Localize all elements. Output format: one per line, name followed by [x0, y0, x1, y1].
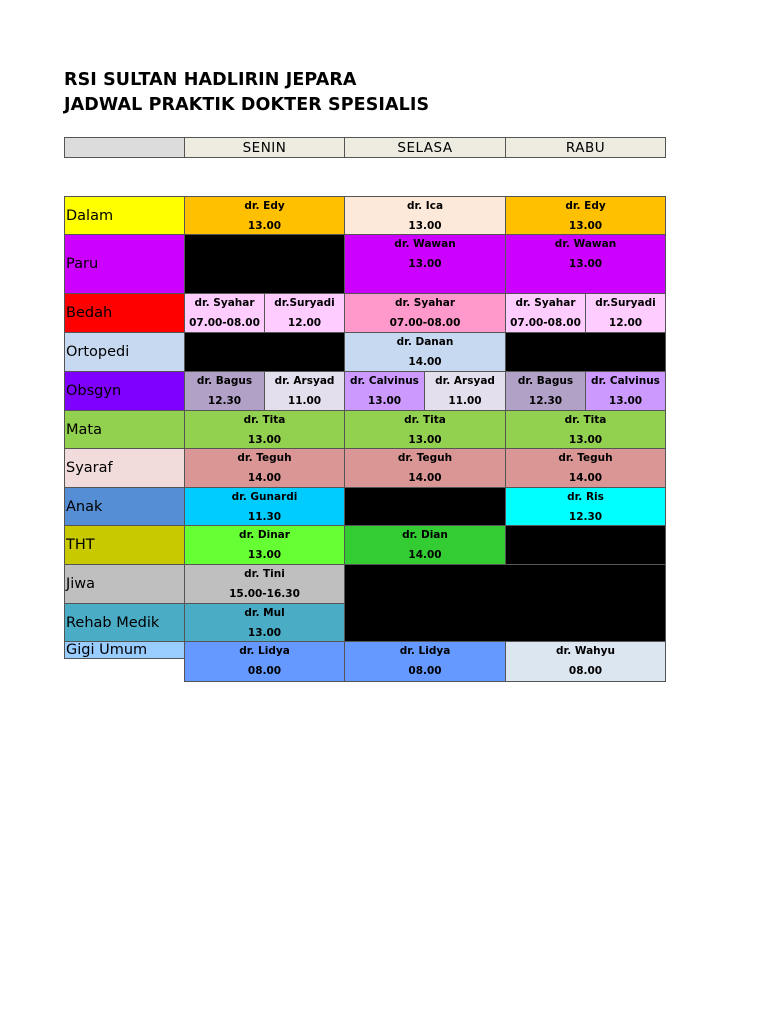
- department-name: Dalam: [66, 207, 114, 224]
- doctor-name: dr. Teguh: [558, 452, 613, 464]
- practice-time: 08.00: [247, 664, 282, 677]
- practice-time: 15.00-16.30: [229, 587, 300, 600]
- schedule-slot: [184, 448, 345, 488]
- department-name: Anak: [66, 498, 103, 515]
- no-schedule-block: [184, 332, 345, 372]
- schedule-slot: [264, 293, 345, 333]
- doctor-name: dr.Suryadi: [274, 297, 335, 309]
- doctor-name: dr. Bagus: [517, 375, 574, 387]
- no-schedule-block: [505, 332, 666, 372]
- doctor-name: dr. Wahyu: [556, 645, 615, 657]
- schedule-slot: [344, 525, 506, 565]
- schedule-slot: [184, 525, 345, 565]
- practice-time: 13.00: [408, 257, 442, 270]
- department-name: Syaraf: [66, 460, 113, 476]
- doctor-name: dr. Tita: [243, 414, 286, 426]
- doctor-name: dr. Ris: [567, 491, 604, 503]
- schedule-slot: [184, 293, 265, 333]
- department-label: [64, 525, 185, 565]
- schedule-slot: [344, 448, 506, 488]
- doctor-name: dr. Arsyad: [435, 375, 495, 387]
- doctor-name: dr. Dian: [402, 529, 448, 541]
- department-label: [64, 332, 185, 372]
- practice-time: 07.00-08.00: [189, 316, 260, 329]
- no-schedule-block: [344, 487, 506, 526]
- practice-time: 13.00: [408, 433, 442, 446]
- schedule-slot: [184, 603, 345, 642]
- doctor-name: dr. Dinar: [239, 529, 290, 541]
- day-header-selasa: [344, 137, 506, 158]
- schedule-slot: [505, 234, 666, 294]
- schedule-slot: [344, 332, 506, 372]
- schedule-slot: [184, 641, 345, 682]
- practice-time: 07.00-08.00: [389, 316, 461, 329]
- doctor-name: dr. Syahar: [194, 297, 255, 309]
- department-label: [64, 410, 185, 449]
- department-label: [64, 564, 185, 604]
- department-label: [64, 196, 185, 235]
- practice-time: 14.00: [408, 471, 442, 484]
- practice-time: 13.00: [247, 433, 282, 446]
- schedule-slot: [344, 293, 506, 333]
- practice-time: 13.00: [568, 219, 603, 232]
- schedule-slot: [505, 641, 666, 682]
- department-name: Ortopedi: [66, 344, 130, 360]
- schedule-slot: [424, 371, 506, 411]
- department-name: Jiwa: [66, 576, 96, 592]
- schedule-slot: [184, 487, 345, 526]
- schedule-slot: [344, 410, 506, 449]
- practice-time: 13.00: [608, 394, 643, 407]
- doctor-name: dr. Tita: [404, 414, 446, 426]
- department-name: Obsgyn: [66, 383, 122, 399]
- department-label: [64, 603, 185, 642]
- doctor-name: dr. Calvinus: [591, 375, 660, 387]
- practice-time: 13.00: [568, 257, 603, 270]
- day-label: SELASA: [397, 139, 453, 156]
- department-name: Paru: [66, 256, 99, 272]
- practice-time: 13.00: [367, 394, 402, 407]
- doctor-name: dr. Syahar: [394, 297, 456, 309]
- no-schedule-block: [344, 564, 666, 642]
- schedule-slot: [505, 487, 666, 526]
- doctor-name: dr. Syahar: [515, 297, 576, 309]
- doctor-name: dr. Edy: [244, 200, 285, 212]
- practice-time: 13.00: [568, 433, 603, 446]
- schedule-title: JADWAL PRAKTIK DOKTER SPESIALIS: [64, 95, 430, 115]
- department-name: Gigi Umum: [66, 642, 148, 658]
- doctor-name: dr. Bagus: [196, 375, 253, 387]
- schedule-slot: [505, 448, 666, 488]
- practice-time: 12.30: [568, 510, 603, 523]
- practice-time: 11.30: [247, 510, 282, 523]
- practice-time: 08.00: [568, 664, 603, 677]
- no-schedule-block: [505, 525, 666, 565]
- department-name: Mata: [66, 421, 102, 438]
- department-name: Rehab Medik: [66, 614, 160, 631]
- practice-time: 14.00: [408, 548, 442, 561]
- doctor-name: dr. Calvinus: [350, 375, 419, 387]
- department-name: Bedah: [66, 305, 113, 321]
- practice-time: 07.00-08.00: [510, 316, 581, 329]
- schedule-slot: [505, 196, 666, 235]
- schedule-slot: [344, 196, 506, 235]
- doctor-name: dr. Arsyad: [274, 375, 335, 387]
- schedule-slot: [184, 564, 345, 604]
- practice-time: 13.00: [408, 219, 442, 232]
- schedule-slot: [184, 371, 265, 411]
- doctor-name: dr. Edy: [565, 200, 606, 212]
- practice-time: 14.00: [247, 471, 282, 484]
- corner-header: [64, 137, 185, 158]
- practice-time: 11.00: [287, 394, 322, 407]
- doctor-name: dr. Teguh: [397, 452, 453, 464]
- day-label: RABU: [565, 139, 606, 156]
- practice-time: 12.30: [207, 394, 242, 407]
- schedule-slot: [184, 196, 345, 235]
- doctor-name: dr. Lidya: [399, 645, 451, 657]
- doctor-name: dr. Tita: [564, 414, 607, 426]
- schedule-slot: [344, 641, 506, 682]
- doctor-name: dr. Tini: [244, 568, 285, 580]
- practice-time: 12.00: [287, 316, 322, 329]
- schedule-slot: [505, 410, 666, 449]
- schedule-slot: [184, 410, 345, 449]
- department-name: THT: [66, 537, 95, 553]
- hospital-name: RSI SULTAN HADLIRIN JEPARA: [64, 70, 357, 90]
- practice-time: 11.00: [448, 394, 482, 407]
- doctor-name: dr. Danan: [396, 336, 454, 348]
- schedule-slot: [344, 371, 425, 411]
- practice-time: 13.00: [247, 548, 282, 561]
- practice-time: 12.00: [608, 316, 643, 329]
- doctor-name: dr. Gunardi: [231, 491, 298, 503]
- no-schedule-block: [184, 234, 345, 294]
- doctor-name: dr. Wawan: [554, 238, 617, 250]
- schedule-slot: [585, 293, 666, 333]
- doctor-name: dr. Wawan: [394, 238, 456, 250]
- practice-time: 12.30: [528, 394, 563, 407]
- practice-time: 14.00: [408, 355, 442, 368]
- schedule-slot: [585, 371, 666, 411]
- day-header-senin: [184, 137, 345, 158]
- practice-time: 13.00: [247, 626, 282, 639]
- schedule-slot: [344, 234, 506, 294]
- department-label: [64, 234, 185, 294]
- department-label: [64, 487, 185, 526]
- department-label: [64, 293, 185, 333]
- department-label: [64, 641, 185, 659]
- schedule-slot: [505, 371, 586, 411]
- doctor-name: dr. Lidya: [239, 645, 290, 657]
- doctor-name: dr. Mul: [244, 607, 285, 619]
- practice-time: 08.00: [408, 664, 442, 677]
- practice-time: 14.00: [568, 471, 603, 484]
- doctor-name: dr.Suryadi: [595, 297, 656, 309]
- department-label: [64, 448, 185, 488]
- doctor-name: dr. Teguh: [237, 452, 292, 464]
- doctor-name: dr. Ica: [406, 200, 444, 212]
- day-header-rabu: [505, 137, 666, 158]
- schedule-slot: [264, 371, 345, 411]
- schedule-slot: [505, 293, 586, 333]
- day-label: SENIN: [242, 139, 287, 156]
- practice-time: 13.00: [247, 219, 282, 232]
- department-label: [64, 371, 185, 411]
